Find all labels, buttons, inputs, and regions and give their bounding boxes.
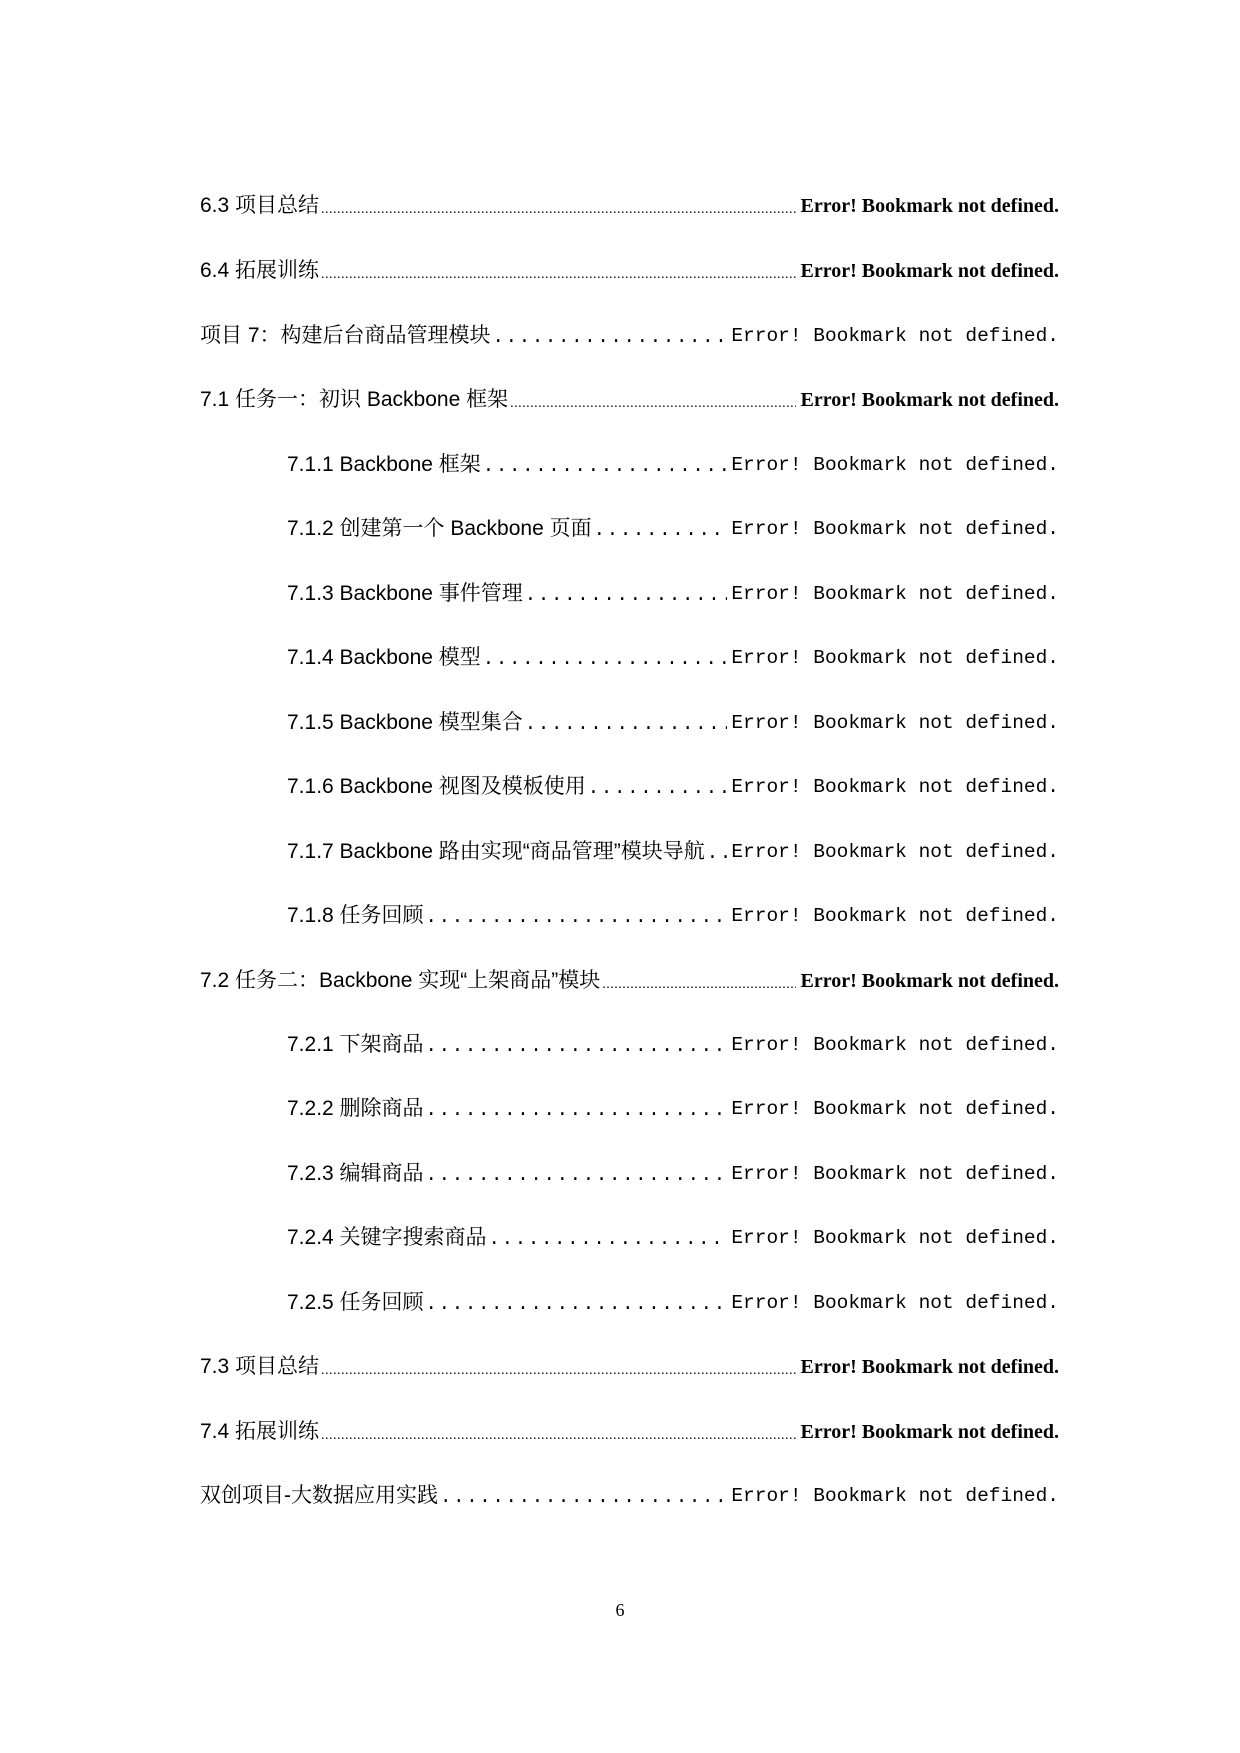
- toc-entry[interactable]: [200, 245, 1059, 285]
- toc-entry-title: 7.3 项目总结: [200, 1355, 320, 1378]
- toc-entry[interactable]: [287, 439, 1059, 479]
- toc-dot-leader: [321, 1361, 796, 1381]
- toc-dot-leader: [588, 775, 728, 801]
- toc-entry-page-ref: Error! Bookmark not defined.: [731, 905, 1059, 927]
- toc-entry[interactable]: [200, 955, 1059, 995]
- toc-entry[interactable]: [200, 374, 1059, 414]
- toc-entry-title: 7.1.5 Backbone 模型集合: [287, 711, 523, 734]
- toc-dot-leader: [525, 711, 728, 737]
- toc-entry-title: 双创项目-大数据应用实践: [200, 1484, 438, 1507]
- toc-entry-page-ref: Error! Bookmark not defined.: [731, 583, 1059, 605]
- toc-entry-page-ref: Error! Bookmark not defined.: [731, 1098, 1059, 1120]
- toc-entry[interactable]: [287, 1148, 1059, 1188]
- toc-entry-page-ref: Error! Bookmark not defined.: [800, 1421, 1059, 1443]
- toc-entry-title: 7.1.3 Backbone 事件管理: [287, 582, 523, 605]
- toc-entry-page-ref: Error! Bookmark not defined.: [731, 647, 1059, 669]
- toc-dot-leader: [426, 1291, 728, 1317]
- toc-entry-page-ref: Error! Bookmark not defined.: [731, 454, 1059, 476]
- toc-entry-title: 7.2.5 任务回顾: [287, 1291, 424, 1314]
- toc-entry-page-ref: Error! Bookmark not defined.: [731, 712, 1059, 734]
- toc-entry[interactable]: [287, 761, 1059, 801]
- toc-dot-leader: [426, 1097, 728, 1123]
- toc-dot-leader: [440, 1484, 727, 1510]
- toc-entry-page-ref: Error! Bookmark not defined.: [800, 195, 1059, 217]
- toc-entry-page-ref: Error! Bookmark not defined.: [731, 1292, 1059, 1314]
- toc-entry[interactable]: [287, 1083, 1059, 1123]
- toc-entry-page-ref: Error! Bookmark not defined.: [800, 389, 1059, 411]
- toc-entry[interactable]: [287, 632, 1059, 672]
- toc-dot-leader: [426, 904, 728, 930]
- toc-entry-title: 7.2.2 删除商品: [287, 1097, 424, 1120]
- toc-dot-leader: [525, 582, 728, 608]
- toc-dot-leader: [321, 200, 796, 220]
- toc-entry-title: 7.1.2 创建第一个 Backbone 页面: [287, 517, 592, 540]
- toc-entry[interactable]: [287, 568, 1059, 608]
- toc-entry-title: 7.1.4 Backbone 模型: [287, 646, 481, 669]
- toc-entry-title: 7.1 任务一：初识 Backbone 框架: [200, 388, 509, 411]
- toc-entry[interactable]: [200, 1341, 1059, 1381]
- toc-entry[interactable]: [200, 180, 1059, 220]
- toc-entry[interactable]: [287, 1019, 1059, 1059]
- toc-dot-leader: [426, 1033, 728, 1059]
- toc-dot-leader: [321, 1426, 796, 1446]
- toc-dot-leader: [602, 975, 796, 995]
- toc-entry-title: 7.1.8 任务回顾: [287, 904, 424, 927]
- toc-entry[interactable]: [200, 1470, 1059, 1510]
- toc-entry-page-ref: Error! Bookmark not defined.: [731, 325, 1059, 347]
- toc-entry-title: 7.1.1 Backbone 框架: [287, 453, 481, 476]
- toc-entry-page-ref: Error! Bookmark not defined.: [731, 1163, 1059, 1185]
- toc-entry[interactable]: [287, 1212, 1059, 1252]
- toc-entry-title: 7.1.6 Backbone 视图及模板使用: [287, 775, 586, 798]
- toc-dot-leader: [483, 646, 728, 672]
- toc-entry-page-ref: Error! Bookmark not defined.: [800, 1356, 1059, 1378]
- toc-entry-page-ref: Error! Bookmark not defined.: [800, 260, 1059, 282]
- toc-dot-leader: [594, 517, 728, 543]
- toc-entry-title: 7.1.7 Backbone 路由实现“商品管理”模块导航: [287, 840, 705, 863]
- toc-entry[interactable]: [287, 1277, 1059, 1317]
- toc-entry[interactable]: [287, 826, 1059, 866]
- toc-dot-leader: [493, 324, 728, 350]
- toc-entry[interactable]: [200, 310, 1059, 350]
- toc-entry-page-ref: Error! Bookmark not defined.: [731, 841, 1059, 863]
- toc-entry[interactable]: [287, 890, 1059, 930]
- toc-entry-page-ref: Error! Bookmark not defined.: [731, 1034, 1059, 1056]
- toc-entry[interactable]: [287, 697, 1059, 737]
- toc-dot-leader: [707, 840, 728, 866]
- toc-dot-leader: [489, 1226, 728, 1252]
- toc-entry-title: 7.2.3 编辑商品: [287, 1162, 424, 1185]
- toc-dot-leader: [321, 265, 796, 285]
- toc-entry-title: 7.2.1 下架商品: [287, 1033, 424, 1056]
- toc-entry-title: 项目 7：构建后台商品管理模块: [200, 324, 491, 347]
- toc-entry-page-ref: Error! Bookmark not defined.: [731, 1485, 1059, 1507]
- toc-entry[interactable]: [287, 503, 1059, 543]
- toc-entry-title: 6.4 拓展训练: [200, 259, 320, 282]
- page-number: 6: [615, 1600, 625, 1620]
- toc-entry-title: 7.2 任务二：Backbone 实现“上架商品”模块: [200, 969, 601, 992]
- toc-entry-page-ref: Error! Bookmark not defined.: [800, 970, 1059, 992]
- toc-entry-title: 6.3 项目总结: [200, 194, 320, 217]
- toc-entry-title: 7.2.4 关键字搜索商品: [287, 1226, 487, 1249]
- toc-entry-page-ref: Error! Bookmark not defined.: [731, 518, 1059, 540]
- toc-dot-leader: [426, 1162, 728, 1188]
- toc-dot-leader: [483, 453, 728, 479]
- toc-entry-page-ref: Error! Bookmark not defined.: [731, 776, 1059, 798]
- toc-entry[interactable]: [200, 1406, 1059, 1446]
- toc-dot-leader: [510, 394, 796, 414]
- toc-entry-title: 7.4 拓展训练: [200, 1420, 320, 1443]
- toc-entry-page-ref: Error! Bookmark not defined.: [731, 1227, 1059, 1249]
